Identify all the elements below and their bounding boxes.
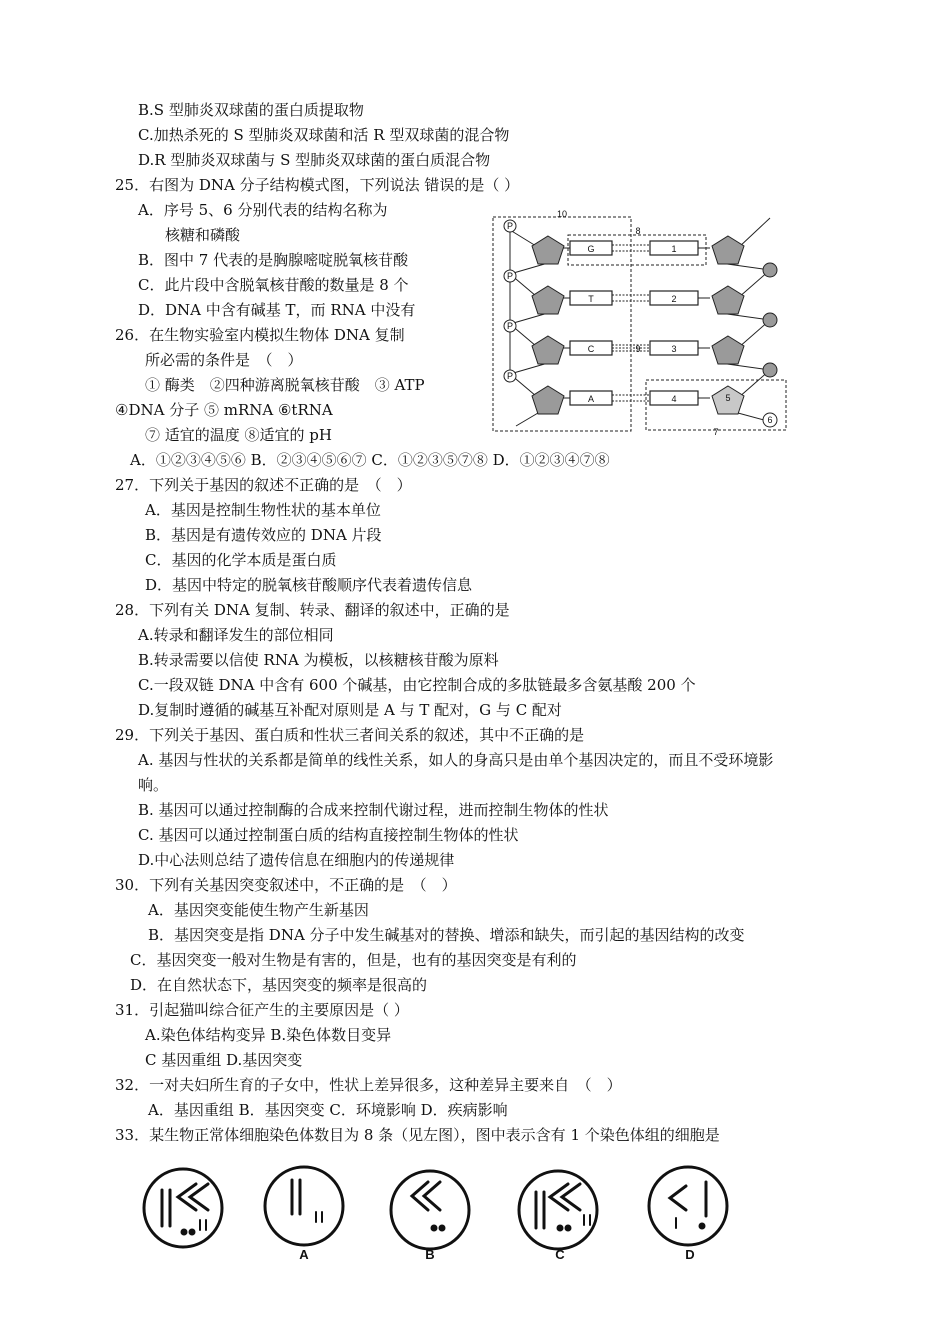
cell-label: A — [299, 1247, 309, 1262]
text-line: A.染色体结构变异 B.染色体数目变异 — [145, 1026, 392, 1044]
text-line: A.转录和翻译发生的部位相同 — [138, 626, 334, 644]
phosphate-label: P — [506, 271, 514, 281]
structure-label: 8 — [635, 226, 641, 236]
question-25: 25．右图为 DNA 分子结构模式图，下列说法 错误的是（ ） — [115, 176, 520, 194]
question-27: 27．下列关于基因的叙述不正确的是 （ ） — [115, 476, 412, 494]
dna-structure-diagram — [488, 208, 788, 436]
question-30: 30．下列有关基因突变叙述中，不正确的是 （ ） — [115, 876, 457, 894]
text-line: A．①②③④⑤⑥ B．②③④⑤⑥⑦ C．①②③⑤⑦⑧ D．①②③④⑦⑧ — [130, 451, 610, 469]
text-line: C.加热杀死的 S 型肺炎双球菌和活 R 型双球菌的混合物 — [138, 126, 510, 144]
text-line: B．图中 7 代表的是胸腺嘧啶脱氧核苷酸 — [138, 251, 409, 269]
question-33: 33．某生物正常体细胞染色体数目为 8 条（见左图），图中表示含有 1 个染色体组的细胞是 — [115, 1126, 720, 1144]
structure-label: 6 — [767, 415, 773, 425]
text-line: ① 酶类 ②四种游离脱氧核苷酸 ③ ATP — [145, 376, 425, 394]
text-line: D．基因中特定的脱氧核苷酸顺序代表着遗传信息 — [145, 576, 473, 594]
text-line: D.R 型肺炎双球菌与 S 型肺炎双球菌的蛋白质混合物 — [138, 151, 491, 169]
question-29: 29．下列关于基因、蛋白质和性状三者间关系的叙述，其中不正确的是 — [115, 726, 585, 744]
text-line: B．基因是有遗传效应的 DNA 片段 — [145, 526, 382, 544]
question-28: 28．下列有关 DNA 复制、转录、翻译的叙述中，正确的是 — [115, 601, 510, 619]
structure-label: 9 — [635, 344, 641, 354]
text-line: A．序号 5、6 分别代表的结构名称为 — [138, 201, 388, 219]
text-line: B. 基因可以通过控制酶的合成来控制代谢过程，进而控制生物体的性状 — [138, 801, 609, 819]
cell-label: B — [425, 1247, 435, 1262]
text-line: C．此片段中含脱氧核苷酸的数量是 8 个 — [138, 276, 409, 294]
base-number: 1 — [671, 244, 677, 254]
question-32: 32．一对夫妇所生育的子女中，性状上差异很多，这种差异主要来自 （ ） — [115, 1076, 622, 1094]
base-label: C — [587, 344, 595, 354]
base-number: 4 — [671, 394, 677, 404]
text-line: ⑦ 适宜的温度 ⑧适宜的 pH — [145, 426, 332, 444]
text-line: D．在自然状态下，基因突变的频率是很高的 — [130, 976, 428, 994]
text-line: A．基因重组 B．基因突变 C．环境影响 D．疾病影响 — [148, 1101, 508, 1119]
text-line: 所必需的条件是 （ ） — [145, 351, 303, 369]
phosphate-label: P — [506, 321, 514, 331]
structure-label: 5 — [725, 393, 731, 403]
text-line: A. 基因与性状的关系都是简单的线性关系，如人的身高只是由单个基因决定的，而且不受环境影 — [138, 751, 774, 769]
phosphate-label: P — [506, 371, 514, 381]
cell-label: D — [685, 1247, 695, 1262]
text-line: C．基因突变一般对生物是有害的，但是，也有的基因突变是有利的 — [130, 951, 577, 969]
text-line: A．基因是控制生物性状的基本单位 — [145, 501, 381, 519]
cell-label: C — [555, 1247, 565, 1262]
text-line: C．基因的化学本质是蛋白质 — [145, 551, 337, 569]
structure-label: 7 — [713, 427, 719, 436]
text-line: B.转录需要以信使 RNA 为模板，以核糖核苷酸为原料 — [138, 651, 499, 669]
base-label: G — [587, 244, 595, 254]
structure-label: 10 — [556, 209, 568, 219]
text-line: D.复制时遵循的碱基互补配对原则是 A 与 T 配对，G 与 C 配对 — [138, 701, 562, 719]
cell-diagrams — [140, 1160, 750, 1270]
base-label: T — [588, 294, 594, 304]
base-label: A — [587, 394, 595, 404]
base-number: 2 — [671, 294, 677, 304]
base-number: 3 — [671, 344, 677, 354]
text-line: ④DNA 分子 ⑤ mRNA ⑥tRNA — [115, 401, 333, 419]
text-line: D.中心法则总结了遗传信息在细胞内的传递规律 — [138, 851, 455, 869]
text-line: 响。 — [138, 776, 169, 794]
text-line: 核糖和磷酸 — [165, 226, 241, 244]
text-line: A．基因突变能使生物产生新基因 — [148, 901, 369, 919]
question-31: 31．引起猫叫综合征产生的主要原因是（ ） — [115, 1001, 409, 1019]
text-line: C.一段双链 DNA 中含有 600 个碱基，由它控制合成的多肽链最多含氨基酸 200 个 — [138, 676, 696, 694]
text-line: C. 基因可以通过控制蛋白质的结构直接控制生物体的性状 — [138, 826, 519, 844]
phosphate-label: P — [506, 221, 514, 231]
question-26: 26．在生物实验室内模拟生物体 DNA 复制 — [115, 326, 405, 344]
text-line: B.S 型肺炎双球菌的蛋白质提取物 — [138, 101, 364, 119]
text-line: B．基因突变是指 DNA 分子中发生碱基对的替换、增添和缺失，而引起的基因结构的改变 — [148, 926, 745, 944]
text-line: C 基因重组 D.基因突变 — [145, 1051, 303, 1069]
text-line: D．DNA 中含有碱基 T，而 RNA 中没有 — [138, 301, 416, 319]
